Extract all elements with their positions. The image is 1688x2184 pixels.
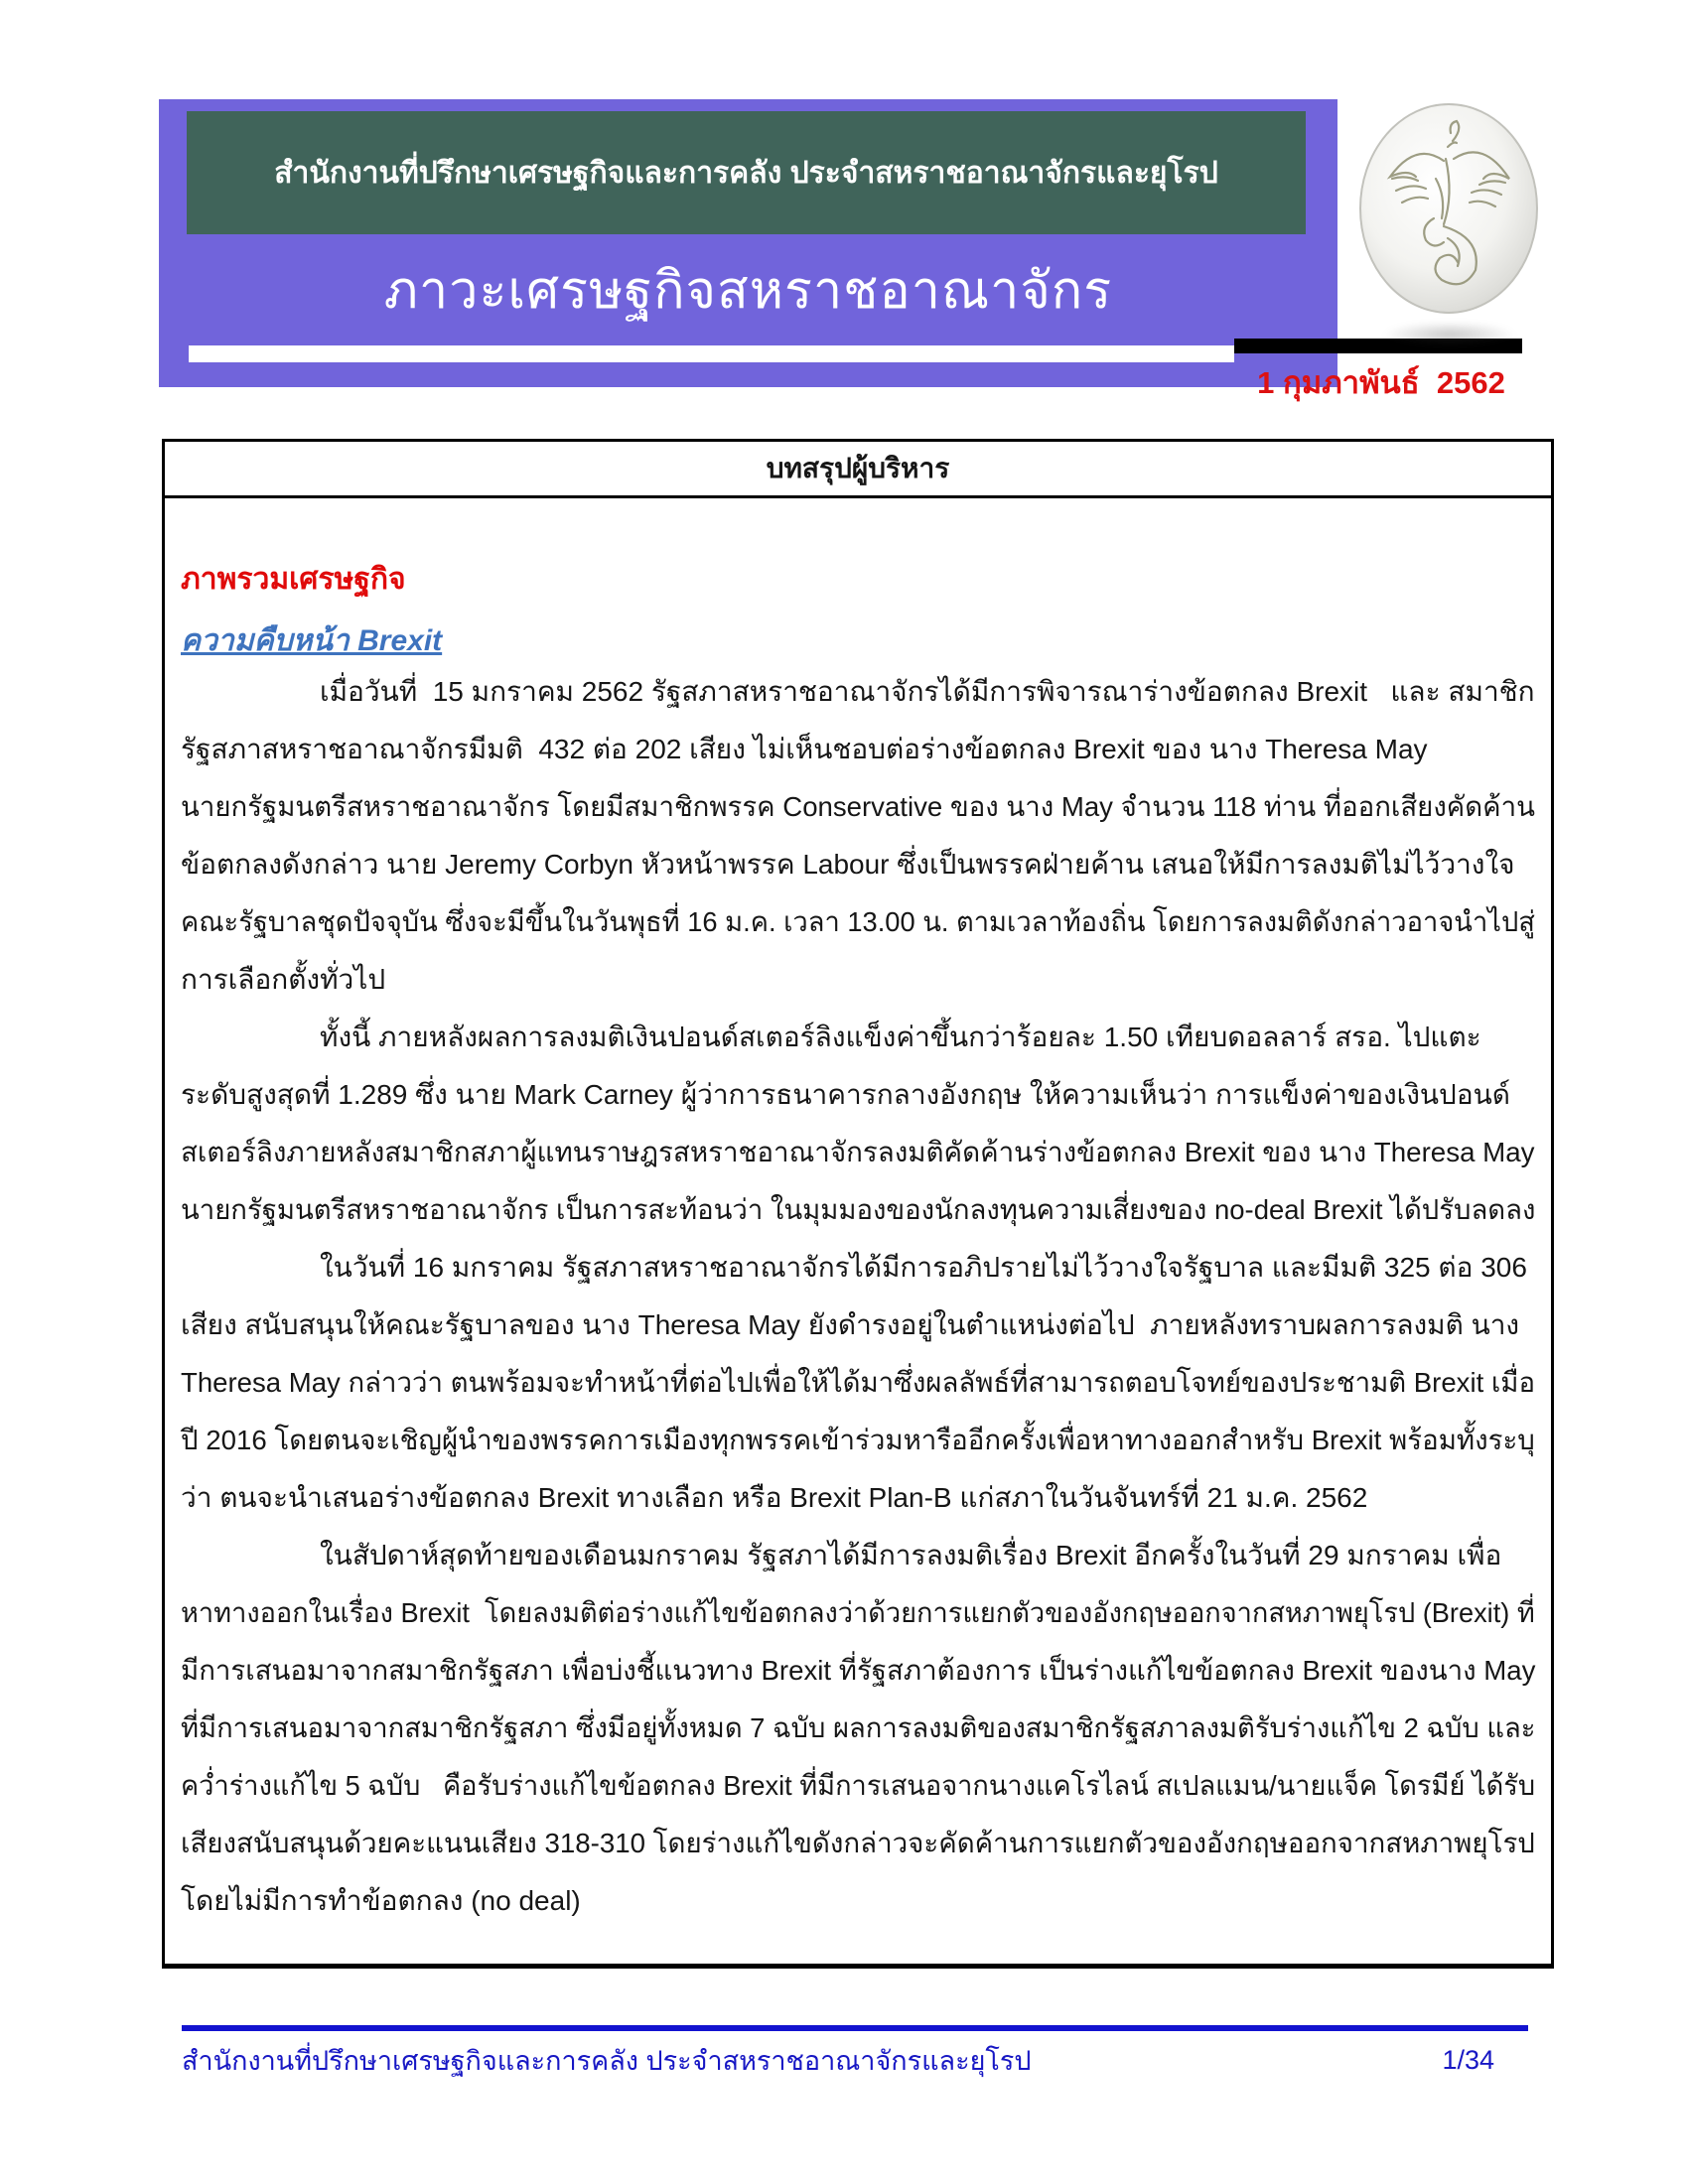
text-line: การเลือกตั้งทั่วไป [181,964,386,995]
text-line: คว่ำร่างแก้ไข 5 ฉบับ คือรับร่างแก้ไขข้อตกลง Brexit ที่มีการเสนอจากนางแคโรไลน์ สเปลแมน/นายแจ็ค โดรมีย์ ได้รับ [181,1770,1536,1801]
text-line: เสียงสนับสนุนด้วยคะแนนเสียง 318-310 โดยร่างแก้ไขดังกล่าวจะคัดค้านการแยกตัวของอังกฤษออกจากสหภาพยุโรป [181,1828,1535,1858]
body-paragraphs [181,663,1535,1930]
text-line: ในสัปดาห์สุดท้ายของเดือนมกราคม รัฐสภาได้มีการลงมติเรื่อง Brexit อีกครั้งในวันที่ 29 มกราคม เพื่อ [320,1540,1502,1570]
text-line: ในวันที่ 16 มกราคม รัฐสภาสหราชอาณาจักรได้มีการอภิปรายไม่ไว้วางใจรัฐบาล และมีมติ 325 ต่อ 306 [320,1252,1527,1283]
office-name-box [187,111,1306,234]
report-date: 1 กุมภาพันธ์ 2562 [1257,365,1505,400]
paragraph [181,1239,1535,1527]
text-line: เมื่อวันที่ 15 มกราคม 2562 รัฐสภาสหราชอาณาจักรได้มีการพิจารณาร่างข้อตกลง Brexit และ สมาชิก [320,676,1535,707]
summary-body [165,498,1551,1930]
text-line: ที่มีการเสนอมาจากสมาชิกรัฐสภา ซึ่งมีอยู่ทั้งหมด 7 ฉบับ ผลการลงมติของสมาชิกรัฐสภาลงมติรับร่างแก้ไข 2 ฉบับ และ [181,1712,1536,1743]
text-line: ทั้งนี้ ภายหลังผลการลงมติเงินปอนด์สเตอร์ลิงแข็งค่าขึ้นกว่าร้อยละ 1.50 เทียบดอลลาร์ สรอ. ไปแตะ [320,1022,1481,1052]
text-line: ว่า ตนจะนำเสนอร่างข้อตกลง Brexit ทางเลือก หรือ Brexit Plan-B แก่สภาในวันจันทร์ที่ 21 ม.ค. 2562 [181,1482,1368,1513]
office-name-banner: สำนักงานที่ปรึกษาเศรษฐกิจและการคลัง ประจำสหราชอาณาจักรและยุโรป [274,156,1218,190]
footer-office-name: สำนักงานที่ปรึกษาเศรษฐกิจและการคลัง ประจำสหราชอาณาจักรและยุโรป [182,2045,1032,2076]
text-line: โดยไม่มีการทำข้อตกลง (no deal) [181,1885,581,1916]
economic-overview-heading: ภาพรวมเศรษฐกิจ [181,563,406,596]
title-underline [189,345,1234,362]
coin-shadow [1382,322,1517,347]
text-line: คณะรัฐบาลชุดปัจจุบัน ซึ่งจะมีขึ้นในวันพุธที่ 16 ม.ค. เวลา 13.00 น. ตามเวลาท้องถิ่น โดยการลงมติดังกล่าวอาจนำไปสู่ [181,906,1535,937]
text-line: หาทางออกในเรื่อง Brexit โดยลงมติต่อร่างแก้ไขข้อตกลงว่าด้วยการแยกตัวของอังกฤษออกจากสหภาพยุโรป (Brexit) ที่ [181,1597,1535,1628]
paragraph [181,663,1535,1009]
header-banner [159,99,1337,387]
text-line: รัฐสภาสหราชอาณาจักรมีมติ 432 ต่อ 202 เสียง ไม่เห็นชอบต่อร่างข้อตกลง Brexit ของ นาง Theresa May [181,734,1428,764]
paragraph [181,1009,1535,1239]
text-line: ปี 2016 โดยตนจะเชิญผู้นำของพรรคการเมืองทุกพรรคเข้าร่วมหารืออีกครั้งเพื่อหาทางออกสำหรับ Brexit พร้อมทั้งระบุ [181,1425,1535,1455]
garuda-coin-emblem-icon [1356,99,1541,326]
report-title: ภาวะเศรษฐกิจสหราชอาณาจักร [383,262,1113,320]
brexit-progress-heading: ความคืบหน้า Brexit [181,624,443,657]
text-line: Theresa May กล่าวว่า ตนพร้อมจะทำหน้าที่ต่อไปเพื่อให้ได้มาซึ่งผลลัพธ์ที่สามารถตอบโจทย์ของประชามติ Brexit เมื่อ [181,1367,1536,1398]
footer-page-number: 1/34 [1442,2044,1494,2075]
text-line: นายกรัฐมนตรีสหราชอาณาจักร เป็นการสะท้อนว่า ในมุมมองของนักลงทุนความเสี่ยงของ no-deal Brexit ได้ปรับลดลง [181,1194,1536,1225]
text-line: ข้อตกลงดังกล่าว นาย Jeremy Corbyn หัวหน้าพรรค Labour ซึ่งเป็นพรรคฝ่ายค้าน เสนอให้มีการลงมติไม่ไว้วางใจ [181,849,1515,880]
text-line: เสียง สนับสนุนให้คณะรัฐบาลของ นาง Theresa May ยังดำรงอยู่ในตำแหน่งต่อไป ภายหลังทราบผลการลงมติ นาง [181,1309,1520,1340]
summary-header [165,442,1551,498]
summary-box [162,439,1554,1969]
text-line: ระดับสูงสุดที่ 1.289 ซึ่ง นาย Mark Carney ผู้ว่าการธนาคารกลางอังกฤษ ให้ความเห็นว่า การแข็งค่าของเงินปอนด์ [181,1079,1510,1110]
text-line: มีการเสนอมาจากสมาชิกรัฐสภา เพื่อบ่งชี้แนวทาง Brexit ที่รัฐสภาต้องการ เป็นร่างแก้ไขข้อตกลง Brexit ของนาง May [181,1655,1536,1686]
paragraph [181,1527,1535,1930]
footer [182,2037,1494,2083]
footer-divider [182,2025,1528,2031]
text-line: สเตอร์ลิงภายหลังสมาชิกสภาผู้แทนราษฎรสหราชอาณาจักรลงมติคัดค้านร่างข้อตกลง Brexit ของ นาง Theresa May [181,1137,1535,1167]
summary-title: บทสรุปผู้บริหาร [766,453,950,483]
text-line: นายกรัฐมนตรีสหราชอาณาจักร โดยมีสมาชิกพรรค Conservative ของ นาง May จำนวน 118 ท่าน ที่ออกเสียงคัดค้าน [181,791,1535,822]
